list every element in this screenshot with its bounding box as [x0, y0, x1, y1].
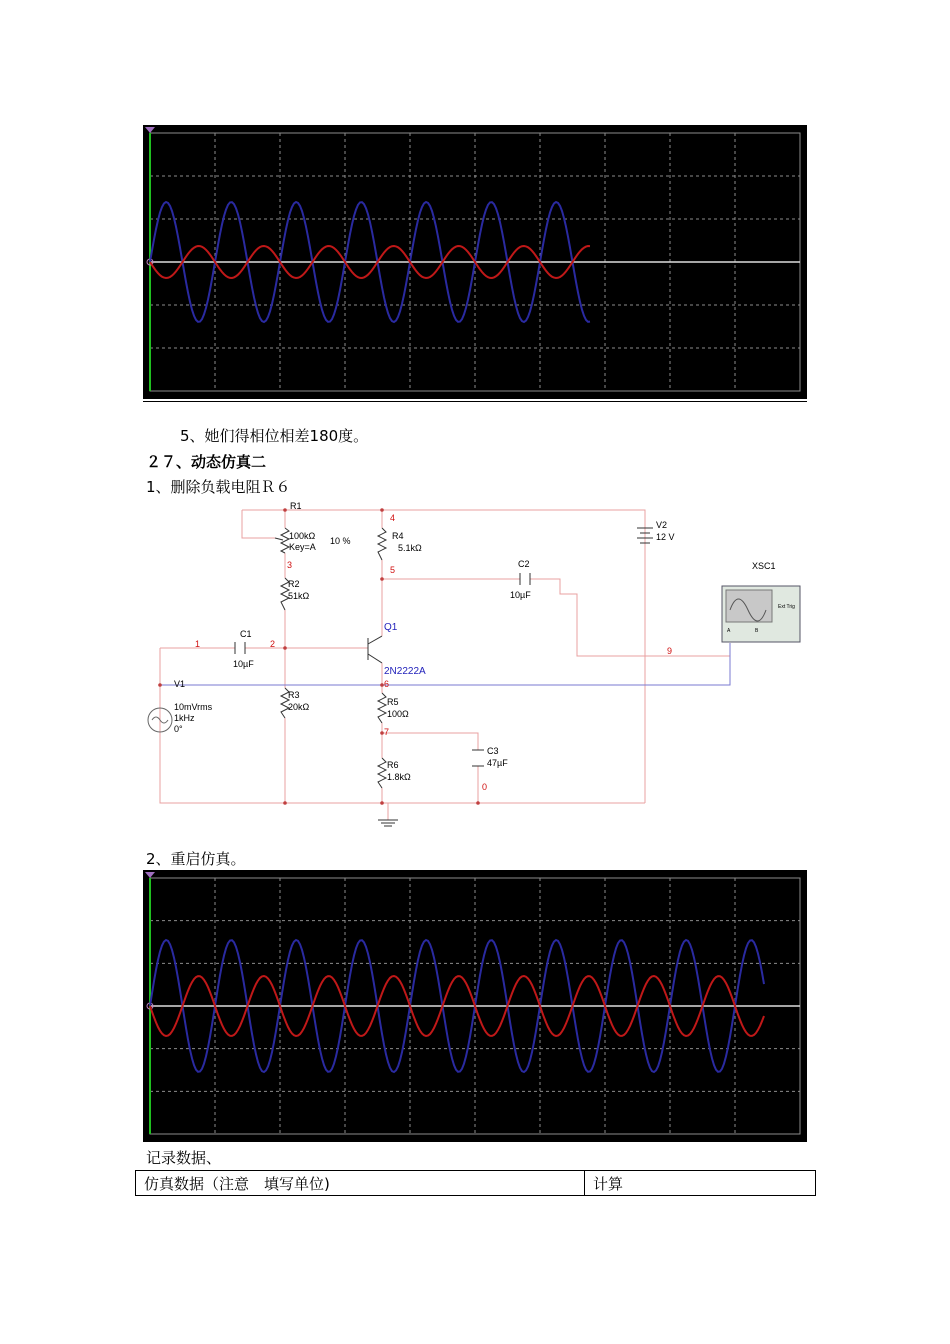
node-labels	[195, 513, 672, 792]
table-header-sim-data: 仿真数据（注意 填写单位)	[136, 1171, 585, 1196]
v1-amp: 10mVrms	[174, 702, 213, 712]
transistor-labels	[384, 622, 426, 677]
section-heading: ２７、动态仿真二	[146, 453, 267, 471]
c2-value: 10µF	[510, 590, 531, 600]
c1-value: 10µF	[233, 659, 254, 669]
trigger-marker-icon	[145, 127, 155, 133]
r6-name: R6	[387, 760, 399, 770]
r3-name: R3	[288, 690, 300, 700]
divider-line	[143, 401, 807, 402]
step1-text: 1、删除负载电阻Ｒ６	[146, 478, 291, 496]
v1-phase: 0°	[174, 724, 183, 734]
r4-value: 5.1kΩ	[398, 543, 422, 553]
q1-name: Q1	[384, 622, 398, 633]
r6-value: 1.8kΩ	[387, 772, 411, 782]
channel-b-label: B	[755, 628, 759, 634]
circuit-schematic	[140, 498, 820, 828]
resistor-symbols	[235, 528, 653, 826]
r1-key: Key=A	[289, 542, 316, 552]
oscilloscope-capture-2	[143, 870, 807, 1142]
c2-name: C2	[518, 559, 530, 569]
channel-a-label: A	[727, 628, 731, 634]
node-9: 9	[667, 646, 673, 656]
scope-plot-2	[143, 870, 807, 1142]
r5-value: 100Ω	[387, 709, 409, 719]
node-6: 6	[384, 679, 390, 689]
table-header-calc: 计算	[585, 1171, 816, 1196]
v1-name: V1	[174, 679, 186, 689]
scope-plot-1	[143, 125, 807, 399]
data-table	[135, 1170, 816, 1196]
scope-screen-icon	[726, 590, 772, 622]
r3-value: 20kΩ	[288, 702, 310, 712]
node-1: 1	[195, 639, 201, 649]
q1-model: 2N2222A	[384, 666, 426, 677]
v1-freq: 1kHz	[174, 713, 195, 723]
node-0: 0	[482, 782, 488, 792]
node-7: 7	[384, 727, 390, 737]
oscilloscope-capture-1	[143, 125, 807, 399]
r2-name: R2	[288, 579, 300, 589]
table-row	[136, 1171, 816, 1196]
c3-value: 47µF	[487, 758, 508, 768]
r4-name: R4	[392, 531, 404, 541]
r1-value: 100kΩ	[289, 531, 316, 541]
junction-dots	[158, 508, 480, 805]
node-2: 2	[270, 639, 276, 649]
step2-text: 2、重启仿真。	[146, 850, 246, 868]
ext-trig-label: Ext Trig	[778, 604, 795, 610]
component-labels	[174, 501, 795, 782]
step5-text: 5、她们得相位相差180度。	[180, 427, 369, 445]
node-5: 5	[390, 565, 396, 575]
v2-name: V2	[656, 520, 668, 530]
v2-value: 12 V	[656, 532, 675, 542]
xsc-name: XSC1	[752, 561, 776, 571]
c3-name: C3	[487, 746, 499, 756]
r1-percent: 10 %	[330, 536, 351, 546]
r1-name: R1	[290, 501, 302, 511]
record-text: 记录数据、	[146, 1149, 222, 1167]
node-3: 3	[287, 560, 293, 570]
c1-name: C1	[240, 629, 252, 639]
r5-name: R5	[387, 697, 399, 707]
trigger-marker-icon	[145, 872, 155, 878]
r2-value: 51kΩ	[288, 591, 310, 601]
node-4: 4	[390, 513, 396, 523]
